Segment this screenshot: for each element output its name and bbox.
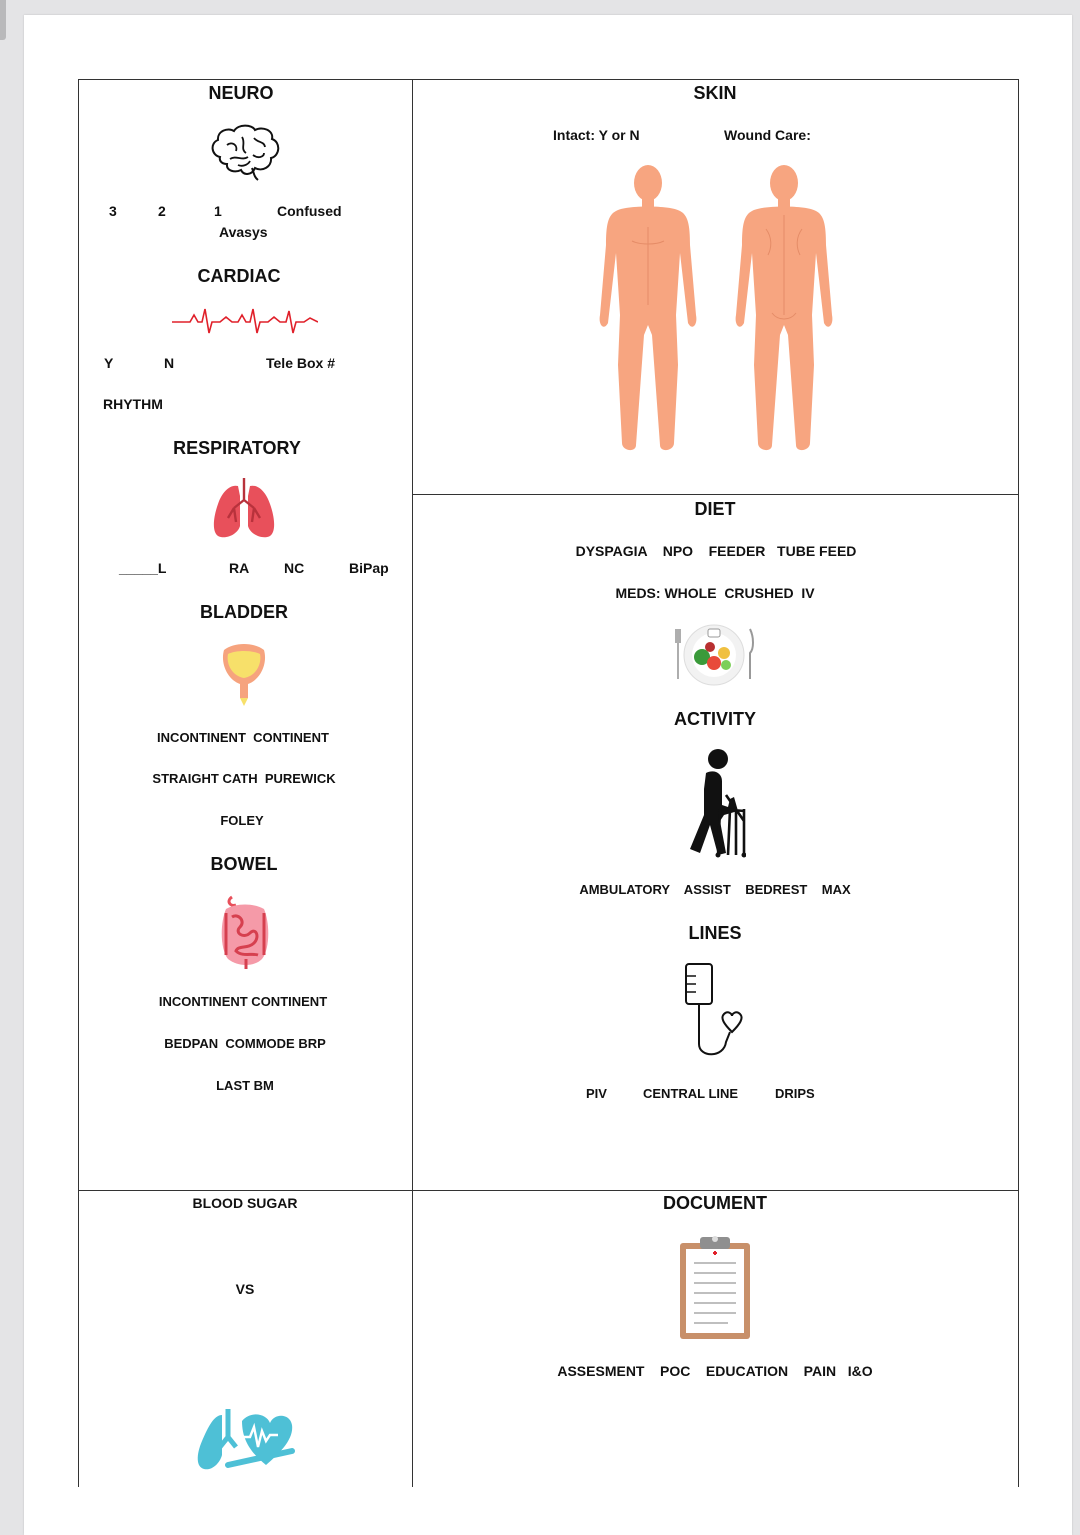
neuro-scale-1: 1 xyxy=(214,203,222,219)
neuro-title: NEURO xyxy=(208,83,274,103)
respiratory-title: RESPIRATORY xyxy=(173,438,301,458)
lines-title: LINES xyxy=(688,923,742,943)
bladder-line-2: STRAIGHT CATH PUREWICK xyxy=(152,771,336,786)
respiratory-ra: RA xyxy=(229,560,250,576)
cardiac-rhythm: RHYTHM xyxy=(103,396,163,412)
document-title: DOCUMENT xyxy=(663,1193,767,1213)
respiratory-liters: _____L xyxy=(119,560,167,576)
cardiac-yes: Y xyxy=(104,355,114,371)
lungs-icon xyxy=(210,478,278,540)
body-back-icon xyxy=(732,165,836,453)
assessment-sheet xyxy=(24,15,1072,1535)
cardiac-title: CARDIAC xyxy=(197,266,281,286)
lines-central-line: CENTRAL LINE xyxy=(643,1086,739,1101)
table-border-left xyxy=(78,79,79,1487)
diet-title: DIET xyxy=(694,499,736,519)
intestines-icon xyxy=(218,893,272,969)
lines-drips: DRIPS xyxy=(775,1086,815,1101)
vitals-icon xyxy=(192,1409,298,1473)
skin-wound-care: Wound Care: xyxy=(724,127,811,143)
skin-diet-divider xyxy=(412,494,1019,495)
respiratory-bipap: BiPap xyxy=(349,560,389,576)
bottom-row-divider xyxy=(78,1190,1019,1191)
neuro-scale-2: 2 xyxy=(158,203,166,219)
bowel-line-3: LAST BM xyxy=(216,1078,274,1093)
scrollbar-thumb[interactable] xyxy=(0,0,6,40)
neuro-avasys: Avasys xyxy=(219,224,268,240)
iv-bag-icon xyxy=(682,962,748,1060)
bladder-line-3: FOLEY xyxy=(220,813,264,828)
bowel-title: BOWEL xyxy=(210,854,278,874)
bowel-line-2: BEDPAN COMMODE BRP xyxy=(164,1036,326,1051)
blood-sugar-title: BLOOD SUGAR xyxy=(192,1195,298,1211)
activity-title: ACTIVITY xyxy=(673,709,757,729)
clipboard-icon xyxy=(678,1233,752,1341)
vs-label: VS xyxy=(235,1281,255,1297)
diet-meds: MEDS: WHOLE CRUSHED IV xyxy=(615,585,815,601)
diet-options: DYSPAGIA NPO FEEDER TUBE FEED xyxy=(575,543,857,559)
skin-title: SKIN xyxy=(693,83,737,103)
skin-intact: Intact: Y or N xyxy=(553,127,640,143)
body-front-icon xyxy=(596,165,700,453)
walker-person-icon xyxy=(684,749,746,859)
bladder-title: BLADDER xyxy=(200,602,288,622)
cardiac-tele-box: Tele Box # xyxy=(266,355,335,371)
meal-plate-icon xyxy=(674,623,756,687)
ecg-icon xyxy=(172,307,318,337)
table-border-right xyxy=(1018,79,1019,1487)
respiratory-nc: NC xyxy=(284,560,305,576)
neuro-scale-confused: Confused xyxy=(277,203,342,219)
brain-icon xyxy=(208,123,282,181)
neuro-scale-3: 3 xyxy=(109,203,117,219)
cardiac-no: N xyxy=(164,355,175,371)
bladder-icon xyxy=(218,640,270,706)
lines-piv: PIV xyxy=(586,1086,607,1101)
bowel-line-1: INCONTINENT CONTINENT xyxy=(158,994,328,1009)
table-border-top xyxy=(78,79,1019,80)
column-divider xyxy=(412,79,413,1487)
document-options: ASSESMENT POC EDUCATION PAIN I&O xyxy=(557,1363,873,1379)
activity-options: AMBULATORY ASSIST BEDREST MAX xyxy=(579,882,851,897)
bladder-line-1: INCONTINENT CONTINENT xyxy=(157,730,329,745)
